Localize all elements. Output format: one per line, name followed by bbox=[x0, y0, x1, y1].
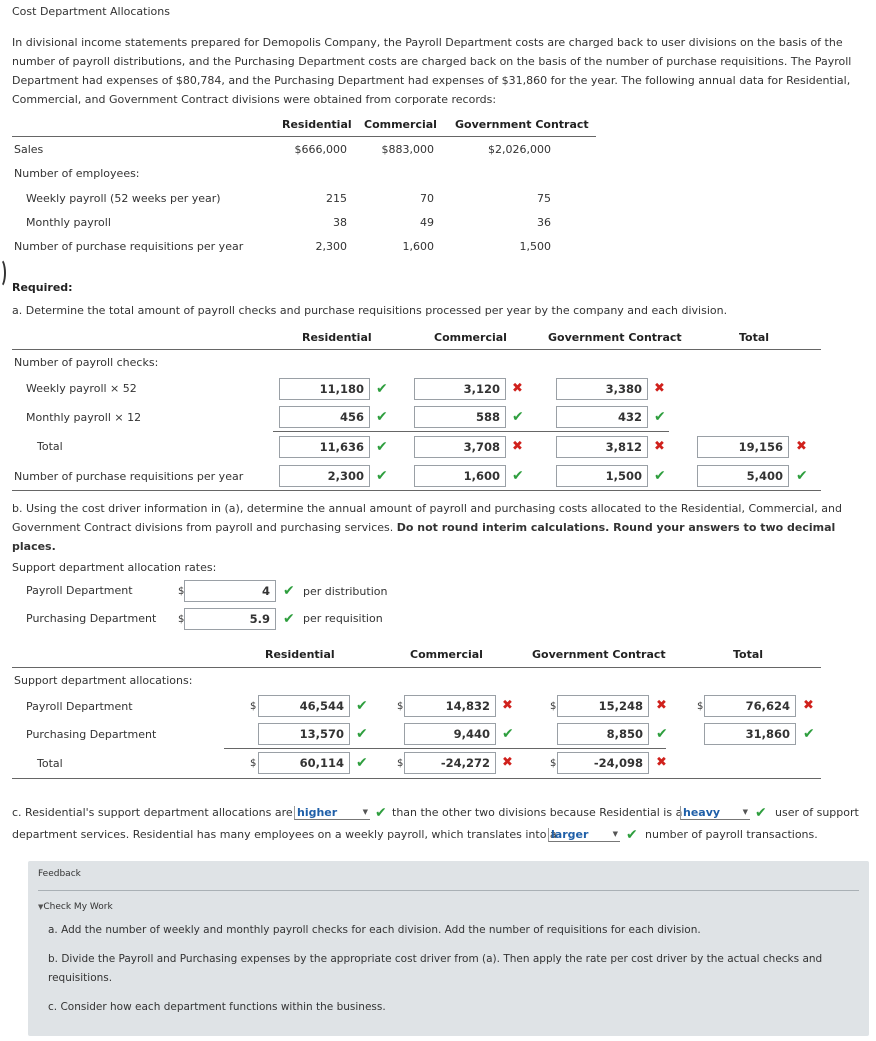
payroll-rate-input[interactable]: 4 bbox=[184, 580, 276, 602]
b-total-residential-input[interactable]: 60,114 bbox=[258, 752, 350, 774]
sales-commercial: $883,000 bbox=[381, 143, 434, 156]
b-purchasing-label: Purchasing Department bbox=[26, 728, 157, 741]
triangle-down-icon: ▼ bbox=[38, 903, 44, 911]
feedback-c: c. Consider how each department functions within the business. bbox=[48, 1001, 386, 1013]
a-header-commercial: Commercial bbox=[434, 331, 507, 344]
b-total-commercial-x-icon: ✖ bbox=[502, 755, 513, 770]
b-header-government: Government Contract bbox=[532, 648, 666, 661]
b-total-commercial-input[interactable]: -24,272 bbox=[404, 752, 496, 774]
required-heading: Required: bbox=[12, 281, 73, 294]
a-total-residential-input[interactable]: 11,636 bbox=[279, 436, 370, 458]
a-total-label: Total bbox=[37, 440, 63, 453]
purchasing-rate-input[interactable]: 5.9 bbox=[184, 608, 276, 630]
b-payroll-total-x-icon: ✖ bbox=[803, 698, 814, 713]
part-c-select-1-check-icon: ✔ bbox=[375, 805, 387, 821]
b-payroll-government-input[interactable]: 15,248 bbox=[557, 695, 649, 717]
rates-label: Support department allocation rates: bbox=[12, 561, 217, 574]
a-monthly-commercial-check-icon: ✔ bbox=[512, 409, 524, 425]
b-total-government-x-icon: ✖ bbox=[656, 755, 667, 770]
chevron-down-icon: ▼ bbox=[742, 808, 748, 816]
b-total-government-input[interactable]: -24,098 bbox=[557, 752, 649, 774]
part-c-select-2-check-icon: ✔ bbox=[755, 805, 767, 821]
b-purchasing-commercial-check-icon: ✔ bbox=[502, 726, 514, 742]
a-header-residential: Residential bbox=[302, 331, 372, 344]
a-header-rule bbox=[12, 349, 821, 350]
monthly-commercial: 49 bbox=[420, 216, 434, 229]
purchasing-rate-dollar: $ bbox=[178, 614, 185, 625]
data-header-rule bbox=[12, 136, 596, 137]
part-b-prompt-text: b. Using the cost driver information in (a), determine the annual amount of payroll and purchasing costs allocated to the Residential, Commercial, and Government Contract divisions from payroll and purchasing services. bbox=[12, 502, 842, 534]
feedback-panel bbox=[28, 861, 869, 1036]
purchasing-rate-check-icon: ✔ bbox=[283, 611, 295, 627]
a-total-residential-check-icon: ✔ bbox=[376, 439, 388, 455]
payroll-rate-unit: per distribution bbox=[303, 585, 388, 598]
a-bottom-rule bbox=[12, 490, 821, 491]
a-monthly-residential-input[interactable]: 456 bbox=[279, 406, 370, 428]
b-purchasing-total-input[interactable]: 31,860 bbox=[704, 723, 796, 745]
part-a-prompt: a. Determine the total amount of payroll checks and purchase requisitions processed per year by the company and each division. bbox=[12, 304, 728, 317]
b-payroll-commercial-x-icon: ✖ bbox=[502, 698, 513, 713]
a-total-total-input[interactable]: 19,156 bbox=[697, 436, 789, 458]
check-my-work-toggle[interactable] bbox=[38, 902, 113, 912]
a-total-total-x-icon: ✖ bbox=[796, 439, 807, 454]
payroll-rate-label: Payroll Department bbox=[26, 584, 133, 597]
a-total-government-x-icon: ✖ bbox=[654, 439, 665, 454]
part-c-text-3: user of support bbox=[775, 806, 859, 819]
b-purchasing-residential-check-icon: ✔ bbox=[356, 726, 368, 742]
a-monthly-government-check-icon: ✔ bbox=[654, 409, 666, 425]
b-header-residential: Residential bbox=[265, 648, 335, 661]
a-requisitions-label: Number of purchase requisitions per year bbox=[14, 470, 244, 483]
a-req-residential-check-icon: ✔ bbox=[376, 468, 388, 484]
b-total-res-dollar: $ bbox=[250, 758, 257, 769]
a-req-total-check-icon: ✔ bbox=[796, 468, 808, 484]
b-payroll-gov-dollar: $ bbox=[550, 701, 557, 712]
payroll-rate-dollar: $ bbox=[178, 586, 185, 597]
feedback-a: a. Add the number of weekly and monthly payroll checks for each division. Add the number of requisitions for each division. bbox=[48, 924, 701, 936]
part-b-prompt bbox=[12, 499, 867, 556]
b-payroll-government-x-icon: ✖ bbox=[656, 698, 667, 713]
b-header-total: Total bbox=[733, 648, 764, 661]
weekly-government: 75 bbox=[537, 192, 551, 205]
part-c-select-3-value: larger bbox=[551, 828, 589, 841]
data-header-residential: Residential bbox=[282, 118, 352, 131]
b-total-rule bbox=[224, 748, 666, 749]
a-total-commercial-x-icon: ✖ bbox=[512, 439, 523, 454]
problem-intro: In divisional income statements prepared for Demopolis Company, the Payroll Department costs are charged back to user divisions on the basis of the number of payroll distributions, and the Purchasing Department costs are charged back on the basis of the number of purchase requisitions. The Payroll Department had expenses of $80,784, and the Purchasing Department had expenses of $31,860 for the year. The following annual data for Residential, Commercial, and Government Contract divisions were obtained from corporate records: bbox=[12, 36, 852, 106]
part-c-select-2-value: heavy bbox=[683, 806, 721, 819]
b-purchasing-commercial-input[interactable]: 9,440 bbox=[404, 723, 496, 745]
b-payroll-com-dollar: $ bbox=[397, 701, 404, 712]
a-header-government: Government Contract bbox=[548, 331, 682, 344]
a-total-rule bbox=[273, 431, 669, 432]
a-weekly-label: Weekly payroll × 52 bbox=[26, 382, 137, 395]
a-total-government-input[interactable]: 3,812 bbox=[556, 436, 648, 458]
a-weekly-government-x-icon: ✖ bbox=[654, 381, 665, 396]
part-c-select-3[interactable] bbox=[548, 828, 620, 842]
check-my-work-label: Check My Work bbox=[43, 902, 113, 912]
weekly-payroll-label: Weekly payroll (52 weeks per year) bbox=[26, 192, 221, 205]
sales-residential: $666,000 bbox=[294, 143, 347, 156]
feedback-b: b. Divide the Payroll and Purchasing expenses by the appropriate cost driver from (a). Then apply the rate per cost driver by the actual checks and requisitions. bbox=[48, 953, 823, 984]
a-req-commercial-input[interactable]: 1,600 bbox=[414, 465, 506, 487]
b-purchasing-government-input[interactable]: 8,850 bbox=[557, 723, 649, 745]
data-header-government: Government Contract bbox=[455, 118, 589, 131]
b-header-rule bbox=[12, 667, 821, 668]
a-monthly-label: Monthly payroll × 12 bbox=[26, 411, 142, 424]
b-header-commercial: Commercial bbox=[410, 648, 483, 661]
b-payroll-label: Payroll Department bbox=[26, 700, 133, 713]
b-payroll-residential-check-icon: ✔ bbox=[356, 698, 368, 714]
part-c-text-2: than the other two divisions because Residential is a bbox=[392, 806, 683, 819]
part-c-select-2[interactable] bbox=[680, 806, 750, 820]
a-req-government-input[interactable]: 1,500 bbox=[556, 465, 648, 487]
b-payroll-commercial-input[interactable]: 14,832 bbox=[404, 695, 496, 717]
requisitions-government: 1,500 bbox=[519, 240, 551, 253]
sales-label: Sales bbox=[14, 143, 44, 156]
a-weekly-residential-input[interactable]: 11,180 bbox=[279, 378, 370, 400]
feedback-title: Feedback bbox=[38, 869, 81, 879]
b-payroll-total-input[interactable]: 76,624 bbox=[704, 695, 796, 717]
b-payroll-total-dollar: $ bbox=[697, 701, 704, 712]
feedback-divider bbox=[38, 890, 859, 891]
b-bottom-rule bbox=[12, 778, 821, 779]
b-purchasing-residential-input[interactable]: 13,570 bbox=[258, 723, 350, 745]
purchasing-rate-unit: per requisition bbox=[303, 612, 383, 625]
a-weekly-residential-check-icon: ✔ bbox=[376, 381, 388, 397]
part-c-text-1: c. Residential's support department allocations are bbox=[12, 806, 293, 819]
b-payroll-res-dollar: $ bbox=[250, 701, 257, 712]
part-c-select-1-value: higher bbox=[297, 806, 338, 819]
b-purchasing-government-check-icon: ✔ bbox=[656, 726, 668, 742]
a-req-total-input[interactable]: 5,400 bbox=[697, 465, 789, 487]
a-weekly-commercial-x-icon: ✖ bbox=[512, 381, 523, 396]
purchasing-rate-label: Purchasing Department bbox=[26, 612, 157, 625]
part-c-text-5: number of payroll transactions. bbox=[645, 828, 818, 841]
page-title: Cost Department Allocations bbox=[12, 5, 170, 18]
part-c-select-1[interactable] bbox=[294, 806, 370, 820]
monthly-payroll-label: Monthly payroll bbox=[26, 216, 111, 229]
a-total-commercial-input[interactable]: 3,708 bbox=[414, 436, 506, 458]
allocations-label: Support department allocations: bbox=[14, 674, 193, 687]
sales-government: $2,026,000 bbox=[488, 143, 551, 156]
requisitions-residential: 2,300 bbox=[315, 240, 347, 253]
b-total-com-dollar: $ bbox=[397, 758, 404, 769]
data-header-commercial: Commercial bbox=[364, 118, 437, 131]
requisitions-label: Number of purchase requisitions per year bbox=[14, 240, 244, 253]
a-monthly-government-input[interactable]: 432 bbox=[556, 406, 648, 428]
requisitions-commercial: 1,600 bbox=[402, 240, 434, 253]
a-weekly-commercial-input[interactable]: 3,120 bbox=[414, 378, 506, 400]
a-monthly-commercial-input[interactable]: 588 bbox=[414, 406, 506, 428]
monthly-government: 36 bbox=[537, 216, 551, 229]
a-monthly-residential-check-icon: ✔ bbox=[376, 409, 388, 425]
b-payroll-residential-input[interactable]: 46,544 bbox=[258, 695, 350, 717]
b-total-residential-check-icon: ✔ bbox=[356, 755, 368, 771]
b-purchasing-total-check-icon: ✔ bbox=[803, 726, 815, 742]
a-req-commercial-check-icon: ✔ bbox=[512, 468, 524, 484]
part-c-text-4: department services. Residential has many employees on a weekly payroll, which translates into a bbox=[12, 828, 557, 841]
weekly-commercial: 70 bbox=[420, 192, 434, 205]
chevron-down-icon: ▼ bbox=[362, 808, 368, 816]
a-header-total: Total bbox=[739, 331, 770, 344]
a-weekly-government-input[interactable]: 3,380 bbox=[556, 378, 648, 400]
part-c-select-3-check-icon: ✔ bbox=[626, 827, 638, 843]
a-req-residential-input[interactable]: 2,300 bbox=[279, 465, 370, 487]
part-b-prompt-bold: Do not round interim calculations. Round your answers to two decimal places. bbox=[12, 521, 836, 553]
left-brace-decoration bbox=[0, 258, 6, 288]
a-req-government-check-icon: ✔ bbox=[654, 468, 666, 484]
employees-label: Number of employees: bbox=[14, 167, 140, 180]
payroll-rate-check-icon: ✔ bbox=[283, 583, 295, 599]
payroll-checks-label: Number of payroll checks: bbox=[14, 356, 159, 369]
weekly-residential: 215 bbox=[326, 192, 347, 205]
b-total-gov-dollar: $ bbox=[550, 758, 557, 769]
chevron-down-icon: ▼ bbox=[612, 830, 618, 838]
b-total-label: Total bbox=[37, 757, 63, 770]
monthly-residential: 38 bbox=[333, 216, 347, 229]
